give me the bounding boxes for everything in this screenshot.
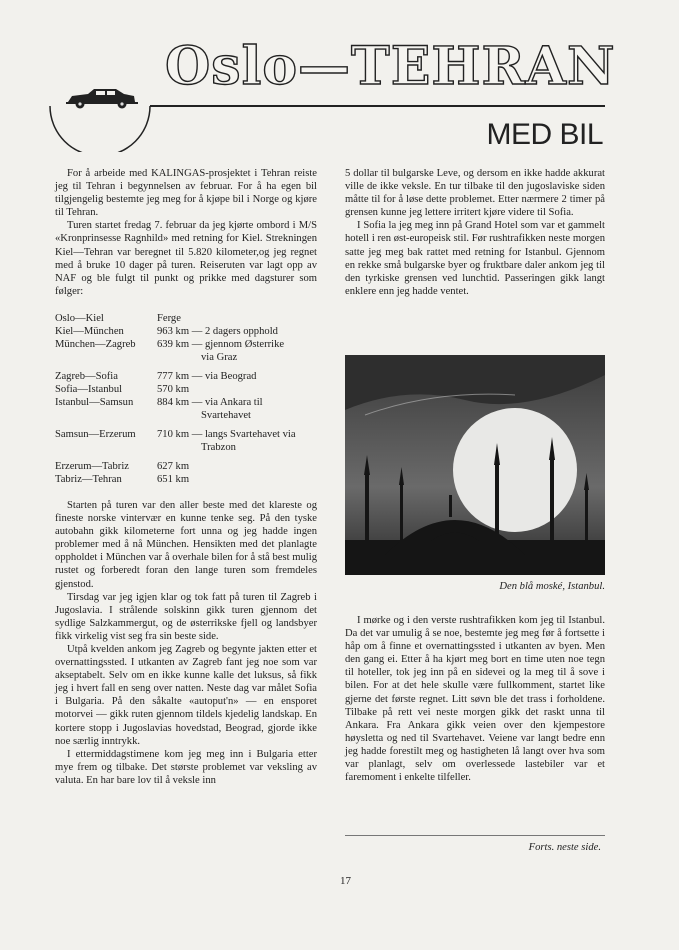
continued-note: Forts. neste side. <box>528 842 601 853</box>
route-row: Erzerum—Tabriz 627 km <box>55 460 190 472</box>
emblem-arc <box>50 106 150 152</box>
body-paragraph: 5 dollar til bulgarske Leve, og dersom en ikke hadde akkurat ville de ikke veksle. En tur tilbake til den jugoslaviske siden måtte til for å løse dette problemet. Etter nærmere 2 timer på grensen kunne jeg lettere irritert kjøre videre til Sofia. <box>345 168 605 219</box>
sun <box>453 408 577 532</box>
route-row: Tabriz—Tehran 651 km <box>55 473 190 485</box>
footer-rule <box>345 835 605 836</box>
body-paragraph: Starten på turen var den aller beste med det klareste og fineste norske vintervær en kunne tenke seg. På den tyske autobahn gikk kilometerne fort unna og jeg hadde ingen problemer med å nå München. Hensikten med det planlagte oppholdet i München var å overhale bilen for å stå best mulig rustet og forberedt foran den lange turen som fremdeles gjenstod. <box>55 499 317 590</box>
route-row: via Graz <box>201 351 238 363</box>
route-row: München—Zagreb 639 km — gjennom Østerrike <box>55 338 285 350</box>
right-column-top <box>345 167 605 298</box>
car-icon <box>66 89 138 109</box>
car-emblem <box>42 40 154 152</box>
route-table <box>55 312 317 486</box>
route-row: Zagreb—Sofia 777 km — via Beograd <box>55 370 257 382</box>
route-row: Sofia—Istanbul 570 km <box>55 383 190 395</box>
route-row: Trabzon <box>201 441 236 453</box>
body-paragraph: Tirsdag var jeg igjen klar og tok fatt på turen til Zagreb i Jugoslavia. I strålende solskinn gikk turen gjennom det sydlige Salzkammergut, og de østerrikske fjell og landsbyer fikk virkelig vist seg fra sin beste side. <box>55 591 317 642</box>
route-row: Oslo—Kiel Ferge <box>55 312 181 324</box>
route-row: Kiel—München 963 km — 2 dagers opphold <box>55 325 278 337</box>
route-row: Samsun—Erzerum 710 km — langs Svartehavet via <box>55 428 296 440</box>
right-column-bottom <box>345 614 605 784</box>
mosque-photo <box>345 355 605 575</box>
body-paragraph: Utpå kvelden ankom jeg Zagreb og begynte jakten etter et overnattingssted. I utkanten av Zagreb fant jeg noe som var akseptabelt. Selv om en ikke kunne kalle det luksus, så fikk jeg i hvert fall en seng over natten. Neste dag var målet Sofia i Bulgaria. På den såkalte «autoput'n» — en ensporet motorvei — gikk ruten gjennom tildels kjedelig landskap. En kortere stopp i Jugoslavias hovedstad, Beograd, gjorde ikke noe særlig inntrykk. <box>55 643 317 747</box>
header-rule <box>150 105 605 107</box>
photo-caption: Den blå moské, Istanbul. <box>499 581 605 592</box>
route-row: Svartehavet <box>201 409 252 421</box>
page-edge <box>679 0 691 950</box>
subtitle: MED BIL <box>486 118 603 151</box>
left-column <box>55 167 317 787</box>
body-paragraph: I mørke og i den verste rushtrafikken kom jeg til Istanbul. Da det var umulig å se noe, bestemte jeg meg før å fortsette i håp om å finne et overnattingssted i utkanten av byen. Men den gang ei. Etter å ha kjørt meg bort en time uten noe tegn til hoteller, tok jeg inn på en sidevei og la meg til å sove i bilen. For at det hele skulle være fullkomment, startet like gjerne det første regnet. Litt søvn ble det trass i forholdene. Tilbake på rett vei neste morgen gikk det raskt unna til Ankara. Fra Ankara gikk veien over den kjempestore høysletta og ned til Svartehavet. Veiene var langt bedre enn jeg hadde forestilt meg og hastigheten lå langt over hva som var planlagt, selv om overlessede lastebiler var et faremoment i enkelte tilfeller. <box>345 615 605 784</box>
route-row: Istanbul—Samsun 884 km — via Ankara til <box>55 396 263 408</box>
page-number: 17 <box>340 875 351 887</box>
intro-paragraph: For å arbeide med KALINGAS-prosjektet i Tehran reiste jeg til Tehran i begynnelsen av februar. For å ha egen bil tilgjengelig bestemte jeg meg for å kjøpe bil i Norge og kjøre til Tehran. <box>55 168 317 219</box>
body-paragraph: I Sofia la jeg meg inn på Grand Hotel som var et gammelt hotell i ren øst-europeisk stil. Før rushtrafikken neste morgen satte jeg meg bak rattet med retning for Istanbul. Gjennom en rekke små bulgarske byer og fruktbare daler ankom jeg til den tyrkiske grensen ved lunchtid. Passeringen gikk langt enklere enn jeg hadde ventet. <box>345 220 605 297</box>
page-title: Oslo—TEHRAN <box>165 36 616 97</box>
body-paragraph: I ettermiddagstimene kom jeg meg inn i Bulgaria etter mye frem og tilbake. Det største problemet var veksling av valuta. En har bare lov til å veksle inn <box>55 748 317 786</box>
intro-paragraph: Turen startet fredag 7. februar da jeg kjørte ombord i M/S «Kronprinsesse Ragnhild» med retning for Kiel. Strekningen Kiel—Tehran var beregnet til 5.820 kilometer,og jeg regnet med å bruke 10 dager på turen. Reiseruten var lagt opp av NAF og ble fulgt til punkt og prikke med dagsturer som følger: <box>55 220 317 297</box>
